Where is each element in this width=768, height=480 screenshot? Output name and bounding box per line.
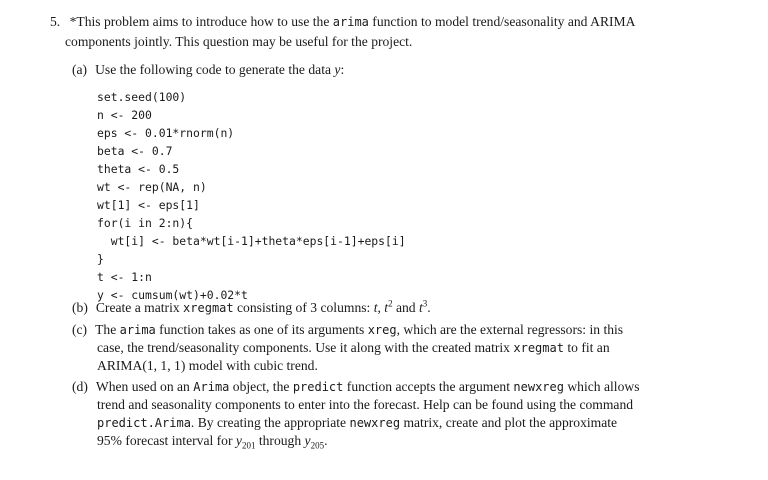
part-c-code-xregmat: xregmat (513, 341, 564, 355)
part-c-text-3: , which are the external regressors: in this (396, 322, 624, 337)
part-d-code-predict-arima: predict.Arima (97, 416, 191, 430)
part-c-label: (c) (72, 322, 88, 337)
part-d-y201-sub: 201 (241, 440, 256, 451)
part-d-label: (d) (72, 379, 88, 394)
part-d-text: When used on an (95, 379, 194, 394)
code-line: eps <- 0.01*rnorm(n) (97, 126, 235, 140)
part-b-text: Create a matrix (95, 300, 184, 315)
part-c-text-4: case, the trend/seasonality components. Use it along with the created matrix (97, 340, 514, 355)
part-a-colon: : (340, 62, 345, 77)
part-a-label: (a) (72, 62, 88, 77)
part-d-text-3: function accepts the argument (343, 379, 514, 394)
part-d-line-1 (72, 378, 639, 396)
part-d-text-6: matrix, create and plot the approximate (400, 415, 618, 430)
part-d-text-5: . By creating the appropriate (190, 415, 350, 430)
problem-number: 5. (50, 14, 61, 29)
code-line: wt[i] <- beta*wt[i-1]+theta*eps[i-1]+eps[i] (97, 234, 406, 248)
part-b-t2: t (384, 300, 389, 315)
code-line: set.seed(100) (97, 90, 187, 104)
part-a-var: y (334, 62, 341, 77)
part-c-text: The (95, 322, 120, 337)
part-d-y205: y (304, 433, 311, 448)
part-b-t2-exp: 2 (388, 298, 393, 309)
code-line: beta <- 0.7 (97, 144, 173, 158)
part-b-text-cont: consisting of 3 columns: (233, 300, 374, 315)
part-b-comma: , (377, 300, 385, 315)
code-line: for(i in 2:n){ (97, 216, 194, 230)
code-line: } (97, 252, 104, 266)
part-c-code-arima: arima (119, 323, 156, 337)
intro-text: *This problem aims to introduce how to use the (69, 14, 333, 29)
part-c-code-xreg: xreg (367, 323, 397, 337)
problem-intro-line-1 (50, 13, 635, 31)
part-d-line-2: trend and seasonality components to enter into the forecast. Help can be found using the command (97, 397, 634, 412)
part-d-y205-sub: 205 (310, 440, 325, 451)
part-d-text-4: which allows (563, 379, 640, 394)
code-line: theta <- 0.5 (97, 162, 180, 176)
part-b-t1: t (373, 300, 378, 315)
code-line: n <- 200 (97, 108, 152, 122)
part-b-and: and (392, 300, 420, 315)
part-d-text-7: 95% forecast interval for (97, 433, 236, 448)
problem-intro-line-2: components jointly. This question may be useful for the project. (65, 34, 413, 49)
part-d-line-3 (97, 414, 617, 432)
part-d-code-newxreg-2: newxreg (349, 416, 401, 430)
code-line: wt <- rep(NA, n) (97, 180, 207, 194)
part-d-text-8: through (255, 433, 305, 448)
part-b-label: (b) (72, 300, 88, 315)
part-d-period: . (324, 433, 328, 448)
code-line: t <- 1:n (97, 270, 152, 284)
part-d-code-predict: predict (292, 380, 344, 394)
part-b-t3-exp: 3 (422, 298, 428, 309)
code-line: wt[1] <- eps[1] (97, 198, 200, 212)
part-d-text-2: object, the (229, 379, 293, 394)
part-c-line-1 (72, 321, 623, 339)
part-b-period: . (427, 300, 431, 315)
intro-code-arima: arima (332, 15, 369, 29)
part-c-line-3: ARIMA(1, 1, 1) model with cubic trend. (97, 358, 318, 373)
part-d-code-arima: Arima (193, 380, 230, 394)
part-b-line (72, 299, 431, 317)
part-d-y201: y (235, 433, 242, 448)
intro-text-cont: function to model trend/seasonality and ARIMA (368, 14, 636, 29)
part-b-t3: t (419, 300, 423, 315)
part-c-line-2 (97, 339, 610, 357)
part-c-text-2: function takes as one of its arguments (155, 322, 368, 337)
part-a-line (72, 61, 344, 79)
code-block (97, 88, 406, 304)
part-b-code-xregmat: xregmat (183, 301, 234, 315)
part-d-line-4 (97, 432, 328, 450)
part-c-text-5: to fit an (563, 340, 610, 355)
part-d-code-newxreg: newxreg (513, 380, 564, 394)
code-line: y <- cumsum(wt)+0.02*t (97, 288, 248, 302)
part-a-text: Use the following code to generate the data (95, 62, 335, 77)
